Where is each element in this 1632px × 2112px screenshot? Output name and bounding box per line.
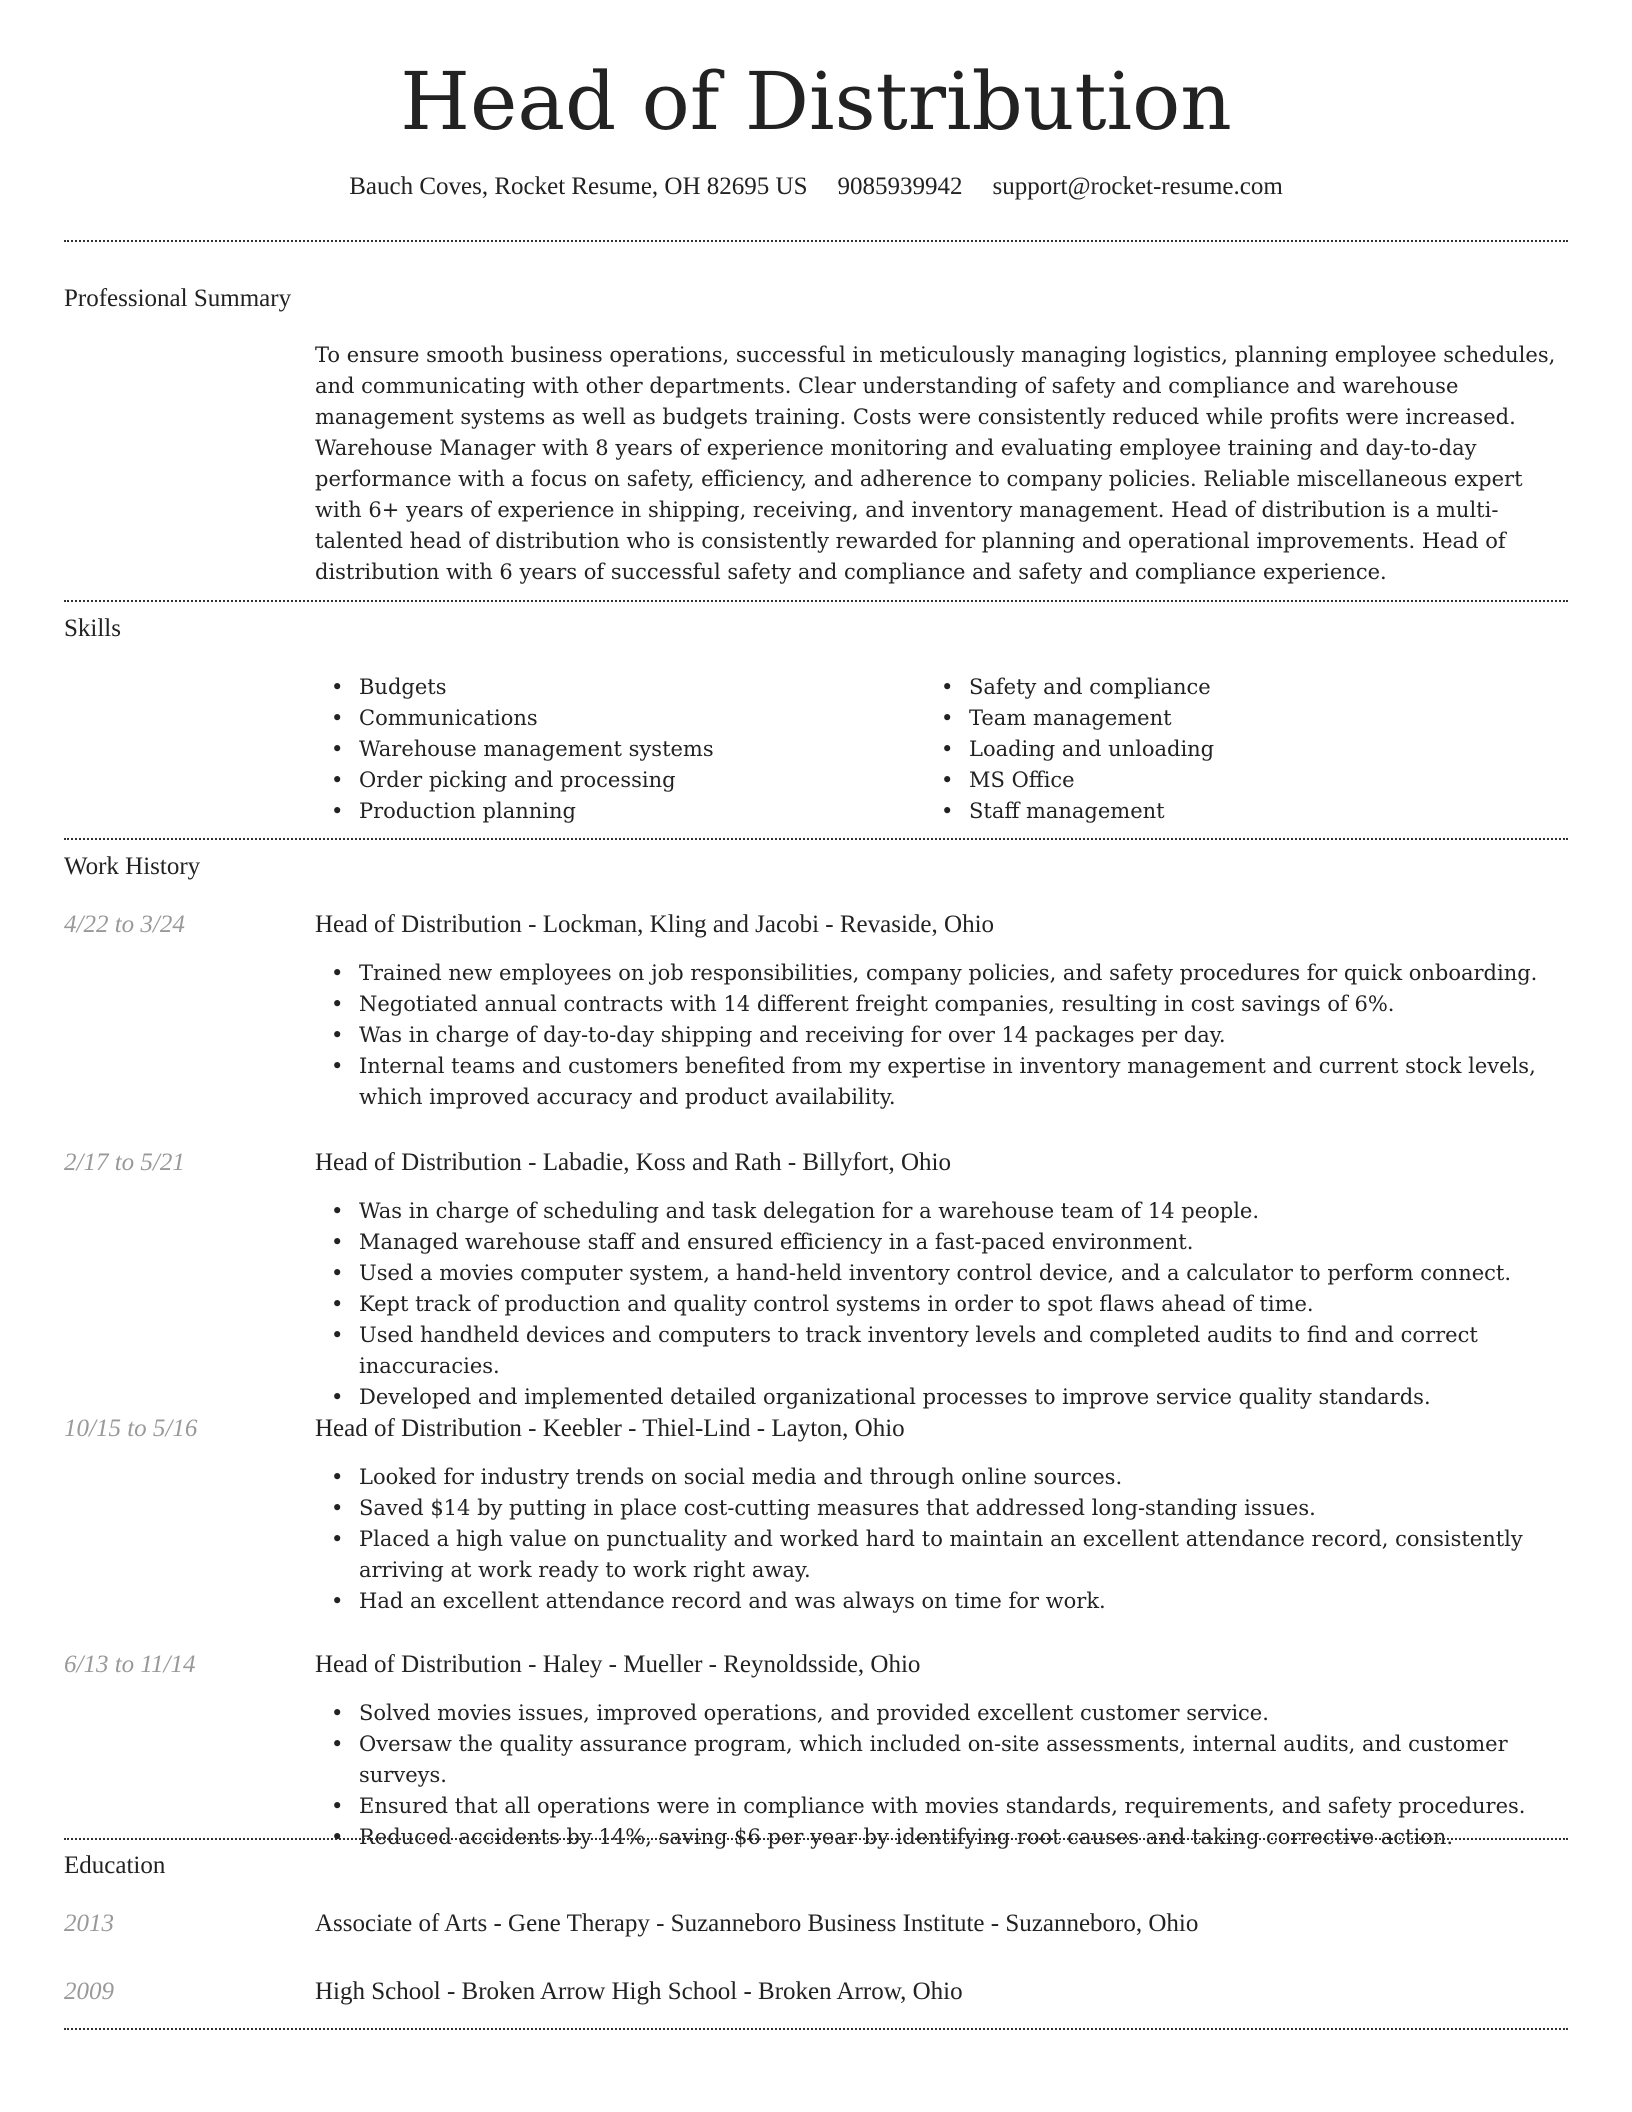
skill-item: • Staff management [925,796,1485,827]
education-year: 2013 [64,1910,114,1937]
divider [64,838,1568,840]
job-bullets [315,1462,1565,1617]
skills-list-right [925,672,1485,827]
resume-name: Head of Distribution [400,55,1232,148]
section-title-education: Education [64,1852,166,1879]
list-item: • Trained new employees on job responsibilities, company policies, and safety procedures for quick onboarding. [315,958,1565,989]
education-degree: High School - Broken Arrow High School - Broken Arrow, Ohio [315,1978,963,2005]
divider [64,600,1568,602]
job-bullets [315,1698,1565,1853]
list-item: • Was in charge of day-to-day shipping and receiving for over 14 packages per day. [315,1020,1565,1051]
job-title: Head of Distribution - Labadie, Koss and Rath - Billyfort, Ohio [315,1149,951,1176]
list-item: • Ensured that all operations were in compliance with movies standards, requirements, and safety procedures. [315,1791,1565,1822]
skill-item: • Loading and unloading [925,734,1485,765]
summary-text: To ensure smooth business operations, successful in meticulously managing logistics, planning employee schedules, and communicating with other departments. Clear understanding of safety and compliance and warehouse management systems as well as budgets training. Costs were consistently reduced while profits were increased. Warehouse Manager with 8 years of experience monitoring and evaluating employee training and day-to-day performance with a focus on safety, efficiency, and adherence to company policies. Reliable miscellaneous expert with 6+ years of experience in shipping, receiving, and inventory management. Head of distribution is a multi-talented head of distribution who is consistently rewarded for planning and operational improvements. Head of distribution with 6 years of successful safety and compliance and safety and compliance experience. [315,343,1556,584]
contact-email: support@rocket-resume.com [992,173,1283,200]
skill-item: • MS Office [925,765,1485,796]
list-item: • Reduced accidents by 14%, saving $6 per year by identifying root causes and taking corrective action. [315,1822,1565,1853]
section-title-summary: Professional Summary [64,285,292,312]
skill-item: • Team management [925,703,1485,734]
list-item: • Negotiated annual contracts with 14 different freight companies, resulting in cost savings of 6%. [315,989,1565,1020]
list-item: • Had an excellent attendance record and was always on time for work. [315,1586,1565,1617]
list-item: • Oversaw the quality assurance program, which included on-site assessments, internal audits, and customer surveys. [315,1729,1565,1791]
contact-line [0,170,1632,204]
list-item: • Solved movies issues, improved operations, and provided excellent customer service. [315,1698,1565,1729]
divider [64,1838,1568,1840]
skill-item: • Order picking and processing [315,765,875,796]
list-item: • Looked for industry trends on social media and through online sources. [315,1462,1565,1493]
skill-item: • Production planning [315,796,875,827]
job-dates: 6/13 to 11/14 [64,1651,196,1678]
list-item: • Was in charge of scheduling and task delegation for a warehouse team of 14 people. [315,1196,1565,1227]
skill-item: • Warehouse management systems [315,734,875,765]
contact-phone: 9085939942 [837,173,963,200]
section-title-skills: Skills [64,615,121,642]
job-title: Head of Distribution - Haley - Mueller - Reynoldsside, Ohio [315,1651,921,1678]
skill-item: • Safety and compliance [925,672,1485,703]
list-item: • Used a movies computer system, a hand-held inventory control device, and a calculator to perform connect. [315,1258,1565,1289]
list-item: • Saved $14 by putting in place cost-cutting measures that addressed long-standing issues. [315,1493,1565,1524]
education-degree: Associate of Arts - Gene Therapy - Suzanneboro Business Institute - Suzanneboro, Ohio [315,1910,1199,1937]
divider [64,240,1568,242]
job-title: Head of Distribution - Lockman, Kling and Jacobi - Revaside, Ohio [315,911,995,938]
list-item: • Internal teams and customers benefited from my expertise in inventory management and current stock levels, which improved accuracy and product availability. [315,1051,1565,1113]
list-item: • Developed and implemented detailed organizational processes to improve service quality standards. [315,1382,1565,1413]
job-dates: 10/15 to 5/16 [64,1415,198,1442]
skill-item: • Budgets [315,672,875,703]
contact-address: Bauch Coves, Rocket Resume, OH 82695 US [349,173,808,200]
section-title-work: Work History [64,853,201,880]
job-dates: 2/17 to 5/21 [64,1149,185,1176]
job-bullets [315,1196,1565,1413]
list-item: • Kept track of production and quality control systems in order to spot flaws ahead of time. [315,1289,1565,1320]
list-item: • Managed warehouse staff and ensured efficiency in a fast-paced environment. [315,1227,1565,1258]
job-dates: 4/22 to 3/24 [64,911,185,938]
list-item: • Placed a high value on punctuality and worked hard to maintain an excellent attendance record, consistently arriving at work ready to work right away. [315,1524,1565,1586]
job-bullets [315,958,1565,1113]
list-item: • Used handheld devices and computers to track inventory levels and completed audits to find and correct inaccuracies. [315,1320,1565,1382]
skill-item: • Communications [315,703,875,734]
job-title: Head of Distribution - Keebler - Thiel-Lind - Layton, Ohio [315,1415,905,1442]
skills-list-left [315,672,875,827]
education-year: 2009 [64,1978,114,2005]
divider [64,2028,1568,2030]
